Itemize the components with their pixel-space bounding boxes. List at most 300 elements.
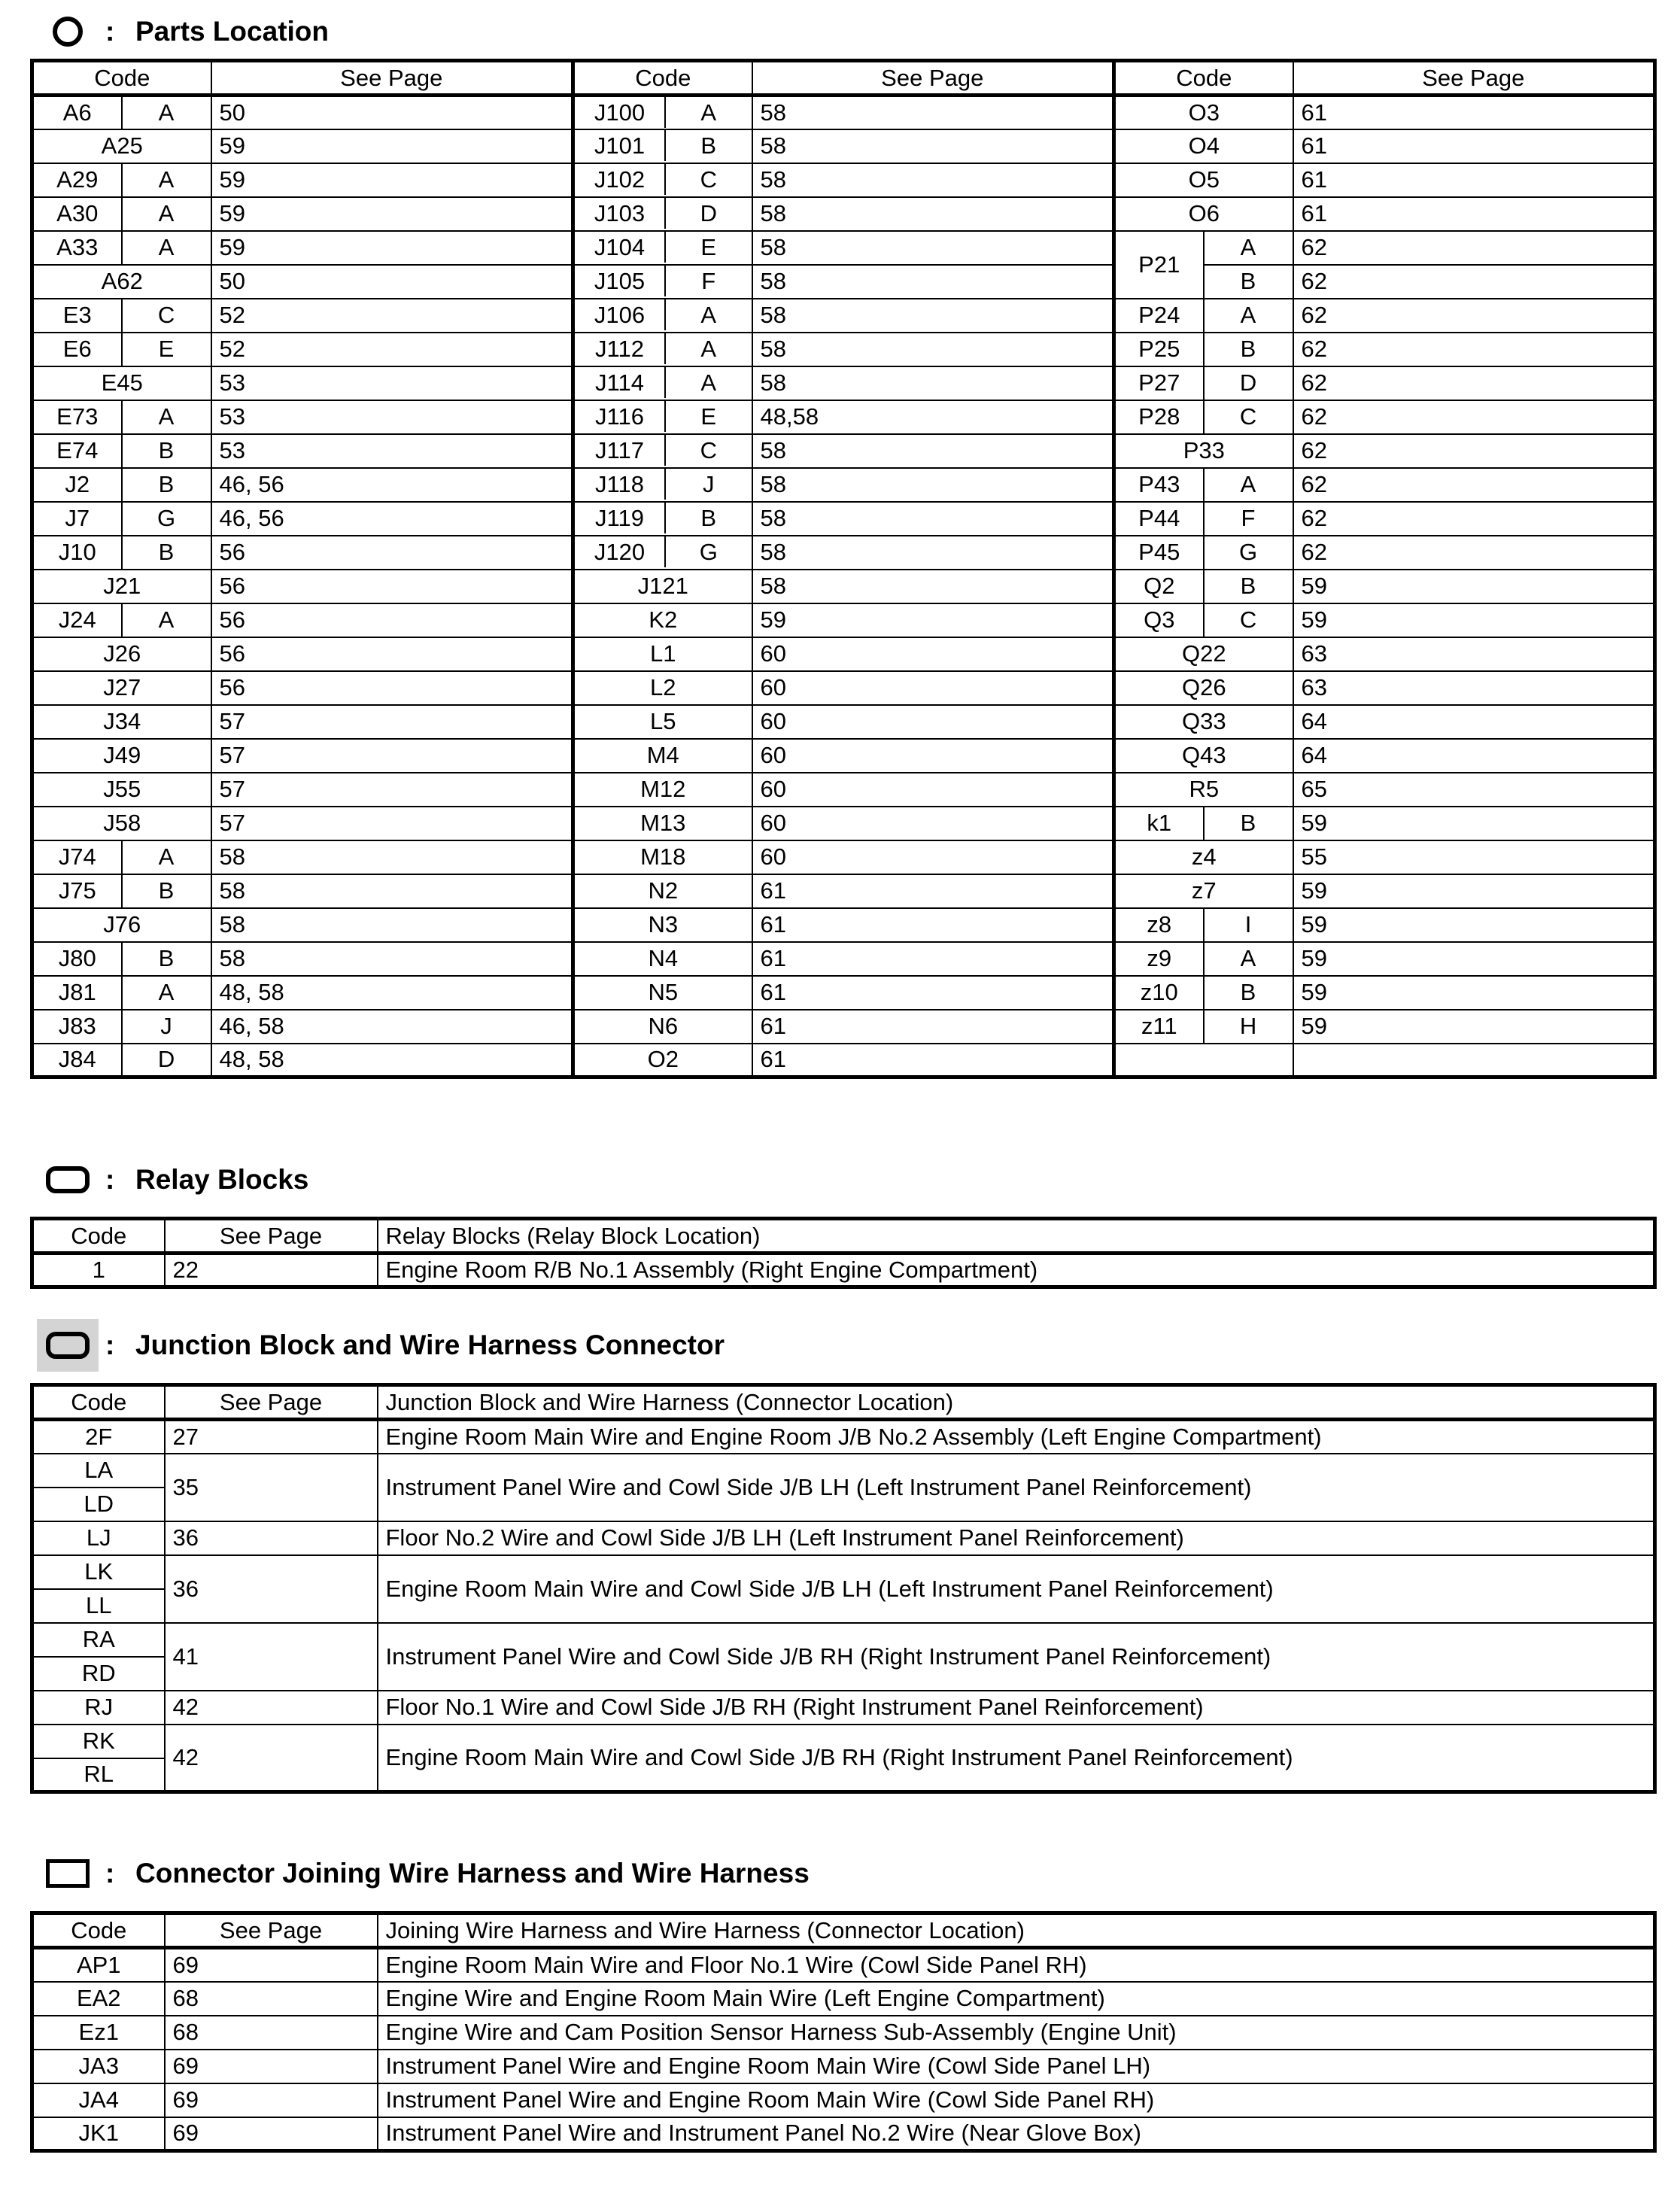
part-sub-code: D [122,1044,211,1077]
table-row [32,671,1655,705]
part-code: P33 [1114,434,1293,468]
row-description: Engine Wire and Cam Position Sensor Harness Sub-Assembly (Engine Unit) [378,2016,1655,2050]
part-see-page: 61 [1293,129,1655,163]
part-code: E74 [32,434,122,468]
part-code: k1 [1114,807,1204,840]
heading-colon: : [105,1164,115,1195]
parts-location-table [30,59,1657,1079]
row-see-page: 27 [165,1420,378,1454]
header-code: Code [32,1219,165,1254]
part-code: A33 [32,231,122,265]
row-code: 2F [32,1420,165,1454]
part-see-page: 61 [752,976,1114,1010]
part-code-cell [573,400,752,434]
part-code: z11 [1114,1010,1204,1044]
table-row [32,1254,1655,1287]
header-location: Junction Block and Wire Harness (Connector Location) [378,1385,1655,1420]
part-see-page: 59 [1293,942,1655,976]
table-row [32,840,1655,874]
row-see-page: 69 [165,2083,378,2117]
part-code: J105 [575,266,666,296]
relay-blocks-heading [30,1157,308,1202]
part-see-page: 61 [1293,197,1655,231]
rounded-rect-icon [30,1157,105,1202]
part-see-page: 58 [752,231,1114,265]
part-see-page: 58 [211,840,573,874]
part-code: Q2 [1114,570,1204,603]
part-code-cell [573,434,752,468]
part-sub-code: A [122,197,211,231]
part-code-cell [573,773,752,807]
row-see-page: 69 [165,2050,378,2083]
part-see-page: 58 [752,265,1114,299]
part-see-page: 56 [211,536,573,570]
table-row [32,1982,1655,2016]
part-code: z9 [1114,942,1204,976]
part-see-page: 53 [211,400,573,434]
part-code: J55 [32,773,211,807]
part-sub-code: A [122,400,211,434]
part-code: E6 [32,333,122,366]
part-code: J75 [32,874,122,908]
header-code: Code [1114,61,1293,96]
part-code: J81 [32,976,122,1010]
part-code-cell [573,570,752,603]
table-row [32,570,1655,603]
part-see-page: 59 [752,603,1114,637]
part-see-page: 61 [752,1044,1114,1077]
part-see-page: 58 [211,908,573,942]
part-code-cell [573,197,752,231]
part-code: P21 [1114,231,1204,299]
table-row [32,1044,1655,1077]
row-description: Floor No.1 Wire and Cowl Side J/B RH (Right Instrument Panel Reinforcement) [378,1691,1655,1725]
junction-block-table [30,1383,1657,1794]
part-code: K2 [649,606,678,633]
part-sub-code: E [122,333,211,366]
header-location: Joining Wire Harness and Wire Harness (Connector Location) [378,1913,1655,1948]
row-code: LD [32,1488,165,1521]
part-code: J121 [637,573,688,599]
part-see-page: 58 [211,942,573,976]
part-code-cell [573,976,752,1010]
part-see-page: 53 [211,366,573,400]
part-code: z8 [1114,908,1204,942]
row-code: RD [32,1657,165,1691]
row-description: Instrument Panel Wire and Cowl Side J/B RH (Right Instrument Panel Reinforcement) [378,1623,1655,1691]
part-sub-code: D [700,199,717,226]
part-code: J74 [32,840,122,874]
part-code-cell [573,366,752,400]
part-code: z4 [1114,840,1293,874]
part-sub-code: A [700,335,717,362]
row-see-page: 68 [165,1982,378,2016]
part-code: M12 [640,776,686,802]
part-see-page: 63 [1293,637,1655,671]
row-description: Engine Room Main Wire and Cowl Side J/B LH (Left Instrument Panel Reinforcement) [378,1555,1655,1623]
part-sub-code: A [122,603,211,637]
part-sub-code: A [700,369,717,396]
part-code: N4 [648,945,679,971]
table-row [32,2083,1655,2117]
part-code: J120 [575,536,666,567]
part-see-page: 61 [752,908,1114,942]
junction-block-heading [30,1323,725,1368]
part-code: Q43 [1114,739,1293,773]
table-row [32,2050,1655,2083]
row-code: JK1 [32,2117,165,2151]
part-see-page: 59 [211,197,573,231]
part-code: Q33 [1114,705,1293,739]
part-code: Q22 [1114,637,1293,671]
part-see-page: 46, 56 [211,502,573,536]
joining-connector-heading [30,1851,810,1896]
table-row [32,637,1655,671]
part-sub-code: J [703,470,715,497]
part-code-cell [573,333,752,366]
part-see-page: 60 [752,773,1114,807]
part-code-cell [573,96,752,129]
part-code: J101 [575,130,666,161]
part-see-page: 56 [211,570,573,603]
part-see-page [1293,1044,1655,1077]
part-see-page: 59 [211,231,573,265]
part-see-page: 59 [211,163,573,197]
table-row [32,1420,1655,1454]
part-see-page: 52 [211,299,573,333]
part-see-page: 59 [1293,570,1655,603]
table-row [32,603,1655,637]
part-sub-code: J [122,1010,211,1044]
part-code-cell [573,1044,752,1077]
part-see-page: 58 [752,197,1114,231]
part-code: M18 [640,843,686,870]
part-sub-code: C [1204,400,1293,434]
part-sub-code: D [1204,366,1293,400]
part-code: P45 [1114,536,1204,570]
row-description: Engine Room Main Wire and Engine Room J/B No.2 Assembly (Left Engine Compartment) [378,1420,1655,1454]
part-code-cell [573,163,752,197]
header-see-page: See Page [752,61,1114,96]
part-sub-code: G [122,502,211,536]
part-see-page: 58 [752,96,1114,129]
part-code: P27 [1114,366,1204,400]
part-sub-code: B [122,536,211,570]
part-code-cell [573,942,752,976]
table-row [32,96,1655,129]
part-see-page: 59 [1293,908,1655,942]
table-row [32,807,1655,840]
part-sub-code: G [1204,536,1293,570]
part-see-page: 48,58 [752,400,1114,434]
part-sub-code: B [1204,976,1293,1010]
row-see-page: 42 [165,1725,378,1792]
part-code: L5 [650,708,676,734]
part-see-page: 61 [1293,163,1655,197]
part-sub-code: C [1204,603,1293,637]
part-sub-code: B [122,874,211,908]
part-see-page: 57 [211,773,573,807]
row-see-page: 69 [165,1948,378,1982]
part-see-page: 58 [752,333,1114,366]
part-see-page: 46, 58 [211,1010,573,1044]
part-sub-code: A [700,301,717,328]
header-code: Code [32,1913,165,1948]
table-row [32,231,1655,265]
part-see-page: 57 [211,705,573,739]
part-see-page: 59 [1293,603,1655,637]
row-see-page: 69 [165,2117,378,2151]
table-header-row [32,61,1655,96]
part-code: J119 [575,503,666,533]
part-see-page: 53 [211,434,573,468]
row-see-page: 36 [165,1555,378,1623]
parts-location-heading [30,9,329,54]
part-code: M13 [640,810,686,836]
part-code: N2 [648,877,679,904]
part-code-cell [573,536,752,570]
part-see-page: 62 [1293,434,1655,468]
part-code: J7 [32,502,122,536]
part-sub-code: C [700,436,717,463]
section-title: Connector Joining Wire Harness and Wire Harness [135,1858,810,1889]
table-row [32,1623,1655,1657]
part-code-cell [573,739,752,773]
part-see-page: 56 [211,671,573,705]
part-code-cell [573,603,752,637]
part-code-cell [573,840,752,874]
part-code-cell [573,874,752,908]
part-code: J114 [575,367,666,398]
header-see-page: See Page [165,1913,378,1948]
part-code: A25 [32,129,211,163]
part-code: N3 [648,911,679,938]
part-sub-code: I [1204,908,1293,942]
row-description: Engine Room Main Wire and Cowl Side J/B RH (Right Instrument Panel Reinforcement) [378,1725,1655,1792]
part-code: z7 [1114,874,1293,908]
part-code-cell [573,807,752,840]
part-see-page: 62 [1293,536,1655,570]
table-row [32,129,1655,163]
part-code: P25 [1114,333,1204,366]
part-code-cell [573,908,752,942]
part-code: O6 [1114,197,1293,231]
row-code: Ez1 [32,2016,165,2050]
part-code-cell [573,299,752,333]
part-code: E73 [32,400,122,434]
table-row [32,874,1655,908]
part-see-page: 62 [1293,299,1655,333]
part-code-cell [573,129,752,163]
part-code: J34 [32,705,211,739]
part-see-page: 60 [752,705,1114,739]
row-code: LK [32,1555,165,1589]
row-description: Floor No.2 Wire and Cowl Side J/B LH (Left Instrument Panel Reinforcement) [378,1521,1655,1555]
part-see-page: 60 [752,671,1114,705]
table-row [32,2117,1655,2151]
table-row [32,265,1655,299]
part-see-page: 62 [1293,400,1655,434]
part-see-page: 56 [211,637,573,671]
part-sub-code: E [700,403,717,430]
row-code: EA2 [32,1982,165,2016]
header-see-page: See Page [1293,61,1655,96]
part-see-page: 60 [752,739,1114,773]
part-sub-code: B [1204,807,1293,840]
part-code: J118 [575,469,666,500]
part-sub-code: A [122,163,211,197]
row-description: Instrument Panel Wire and Engine Room Main Wire (Cowl Side Panel LH) [378,2050,1655,2083]
part-code: R5 [1114,773,1293,807]
part-see-page: 59 [1293,807,1655,840]
heading-colon: : [105,16,115,47]
table-row [32,536,1655,570]
row-description: Engine Room Main Wire and Floor No.1 Wire (Cowl Side Panel RH) [378,1948,1655,1982]
table-row [32,739,1655,773]
row-code: RA [32,1623,165,1657]
row-code: LA [32,1454,165,1488]
part-code: J27 [32,671,211,705]
part-see-page: 64 [1293,739,1655,773]
row-see-page: 22 [165,1254,378,1287]
table-row [32,705,1655,739]
part-see-page: 58 [752,129,1114,163]
row-code: JA4 [32,2083,165,2117]
part-see-page: 57 [211,807,573,840]
part-code-cell [573,265,752,299]
part-code: O4 [1114,129,1293,163]
part-code: Q3 [1114,603,1204,637]
part-code-cell [573,231,752,265]
table-row [32,1555,1655,1589]
row-see-page: 35 [165,1454,378,1521]
header-code: Code [573,61,752,96]
table-row [32,1691,1655,1725]
part-see-page: 58 [752,163,1114,197]
part-code: P44 [1114,502,1204,536]
rounded-rect-shaded-icon [30,1323,105,1368]
part-sub-code: A [1204,942,1293,976]
part-see-page: 59 [1293,1010,1655,1044]
circle-icon [30,9,105,54]
table-header-row [32,1913,1655,1948]
part-see-page: 57 [211,739,573,773]
table-row [32,434,1655,468]
part-sub-code: B [122,942,211,976]
part-code-cell [573,637,752,671]
part-see-page: 62 [1293,231,1655,265]
row-description: Instrument Panel Wire and Instrument Panel No.2 Wire (Near Glove Box) [378,2117,1655,2151]
heading-colon: : [105,1858,115,1889]
row-description: Engine Wire and Engine Room Main Wire (Left Engine Compartment) [378,1982,1655,2016]
part-see-page: 58 [752,299,1114,333]
part-see-page: 59 [1293,874,1655,908]
part-code: J80 [32,942,122,976]
part-see-page: 58 [752,468,1114,502]
part-code: J2 [32,468,122,502]
row-see-page: 41 [165,1623,378,1691]
part-sub-code: F [701,267,716,294]
part-code-cell [573,671,752,705]
part-code: J24 [32,603,122,637]
part-code: J103 [575,198,666,229]
part-code: z10 [1114,976,1204,1010]
part-code: J58 [32,807,211,840]
header-see-page: See Page [211,61,573,96]
part-code: J84 [32,1044,122,1077]
part-code: O5 [1114,163,1293,197]
part-code: J76 [32,908,211,942]
part-see-page: 60 [752,637,1114,671]
part-see-page: 58 [752,434,1114,468]
table-row [32,1948,1655,1982]
part-code: P28 [1114,400,1204,434]
section-title: Parts Location [135,16,329,47]
part-code: N5 [648,979,679,1005]
part-code [1114,1044,1293,1077]
part-sub-code: A [1204,468,1293,502]
row-code: JA3 [32,2050,165,2083]
part-see-page: 50 [211,96,573,129]
header-code: Code [32,61,211,96]
part-code: J112 [575,333,666,364]
part-sub-code: F [1204,502,1293,536]
table-row [32,468,1655,502]
row-code: RJ [32,1691,165,1725]
header-location: Relay Blocks (Relay Block Location) [378,1219,1655,1254]
row-code: LJ [32,1521,165,1555]
table-row [32,976,1655,1010]
part-sub-code: E [700,233,717,260]
rect-icon [30,1851,105,1896]
part-see-page: 58 [752,502,1114,536]
table-row [32,333,1655,366]
row-code: RL [32,1758,165,1792]
part-see-page: 60 [752,807,1114,840]
header-see-page: See Page [165,1219,378,1254]
row-code: LL [32,1589,165,1623]
part-code: J117 [575,435,666,466]
part-see-page: 58 [752,536,1114,570]
part-see-page: 61 [752,942,1114,976]
part-see-page: 60 [752,840,1114,874]
table-row [32,400,1655,434]
part-code-cell [573,468,752,502]
part-see-page: 61 [752,874,1114,908]
part-code: N6 [648,1013,679,1039]
part-code-cell [573,1010,752,1044]
table-row [32,366,1655,400]
table-row [32,1725,1655,1758]
part-see-page: 58 [211,874,573,908]
part-sub-code: B [1204,265,1293,299]
heading-colon: : [105,1330,115,1360]
part-code: M4 [646,742,679,768]
table-row [32,299,1655,333]
part-sub-code: C [122,299,211,333]
table-row [32,1010,1655,1044]
part-sub-code: A [122,231,211,265]
part-see-page: 62 [1293,366,1655,400]
part-code: J83 [32,1010,122,1044]
section-title: Relay Blocks [135,1164,309,1195]
part-sub-code: C [700,166,717,193]
part-sub-code: H [1204,1010,1293,1044]
part-sub-code: B [1204,333,1293,366]
part-code: O2 [647,1046,679,1073]
row-see-page: 68 [165,2016,378,2050]
part-see-page: 62 [1293,502,1655,536]
